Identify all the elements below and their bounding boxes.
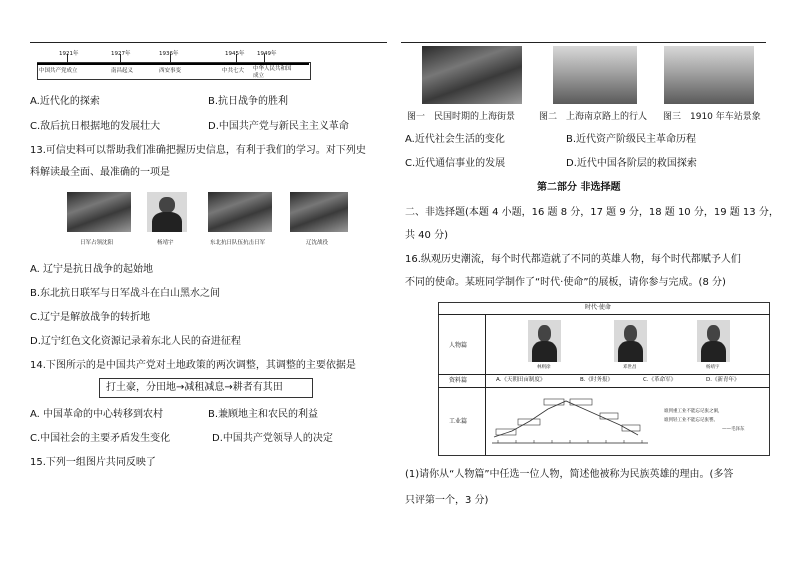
q16-quote: 谁到轻工业不能忘记张謇。	[664, 418, 718, 423]
q15-photo-nanjing-road	[553, 46, 637, 104]
part2-intro-cont: 共 40 分)	[405, 230, 448, 241]
q13-photo-shenyang	[67, 192, 131, 232]
top-rule-right	[401, 42, 766, 43]
q14-option-a: A. 中国革命的中心转移到农村	[30, 409, 164, 420]
q16-portrait-lin-zexu	[528, 320, 561, 362]
q12-option-c: C.敌后抗日根据地的发展壮大	[30, 121, 161, 132]
timeline-year: 1949年	[257, 51, 277, 57]
timeline	[37, 51, 309, 79]
q13-caption: 辽沈战役	[306, 240, 329, 246]
q15-option-d: D.近代中国各阶层的救国探索	[566, 158, 697, 169]
q16-sub1: (1)请你从“人物篇”中任选一位人物，简述他被称为民族英雄的理由。(多答	[405, 469, 734, 480]
q12-option-d: D.中国共产党与新民主主义革命	[208, 121, 349, 132]
q13-option-d: D.辽宁红色文化资源记录着东北人民的奋进征程	[30, 336, 241, 347]
q16-board-title: 时代·使命	[585, 304, 611, 311]
q15-option-b: B.近代资产阶级民主革命历程	[566, 134, 697, 145]
q14-option-d: D.中国共产党领导人的决定	[212, 433, 333, 444]
timeline-event: 南昌起义	[111, 68, 134, 74]
q16-quote-author: ——毛泽东	[722, 427, 745, 432]
q13-stem: 13.可信史料可以帮助我们准确把握历史信息，有利于我们的学习。对下列史	[30, 145, 366, 156]
q16-source: A.《天朝田亩制度》	[496, 377, 546, 383]
q16-row-sources: 资料篇	[449, 377, 468, 384]
timeline-year: 1921年	[59, 51, 79, 57]
q13-caption: 杨靖宇	[157, 240, 174, 246]
q15-caption: 图三 1910 年车站景象	[663, 112, 761, 122]
q14-policy-text: 打土豪，分田地→减租减息→耕者有其田	[106, 382, 283, 393]
q14-policy-box	[99, 378, 313, 398]
q15-option-a: A.近代社会生活的变化	[405, 134, 505, 145]
q16-portrait-yang-jingyu	[697, 320, 730, 362]
q13-option-b: B.东北抗日联军与日军战斗在白山黑水之间	[30, 288, 221, 299]
q16-industry-diagram	[488, 391, 653, 451]
q13-photo-yang-jingyu	[147, 192, 187, 232]
q13-photo-anti-japanese	[208, 192, 272, 232]
q13-caption: 日军占领沈阳	[80, 240, 114, 246]
q12-option-b: B.抗日战争的胜利	[208, 96, 289, 107]
timeline-year: 1936年	[159, 51, 179, 57]
q15-caption: 图一 民国时期的上海街景	[407, 112, 516, 122]
timeline-event: 中共七大	[222, 68, 245, 74]
board-col-divider	[485, 314, 486, 455]
part2-intro: 二、非选择题(本题 4 小题，16 题 8 分，17 题 9 分，18 题 10 分，19 题 13 分，	[405, 207, 779, 218]
q15-stem: 15.下列一组图片共同反映了	[30, 457, 156, 468]
q13-stem-cont: 料解读最全面、最准确的一项是	[30, 167, 170, 178]
q16-stem-cont: 不同的使命。某班同学制作了“时代·使命”的展板，请你参与完成。(8 分)	[405, 277, 726, 288]
q14-stem: 14.下图所示的是中国共产党对土地政策的两次调整，其调整的主要依据是	[30, 360, 356, 371]
timeline-event: 中华人民共和国成立	[253, 66, 292, 79]
q15-photo-station-1910	[664, 46, 754, 104]
timeline-event: 西安事变	[159, 68, 182, 74]
board-rule	[438, 374, 770, 375]
timeline-year: 1927年	[111, 51, 131, 57]
q16-row-industry: 工业篇	[449, 418, 468, 425]
q13-caption: 东北抗日队伍抗击日军	[210, 240, 266, 246]
q15-option-c: C.近代通信事业的发展	[405, 158, 506, 169]
board-rule	[438, 314, 770, 315]
q16-stem: 16.纵观历史潮流，每个时代都造就了不同的英雄人物，每个时代都赋予人们	[405, 254, 741, 265]
q16-quote: 谁到重工业不能忘记张之洞，	[664, 409, 723, 414]
q15-caption: 图二 上海南京路上的行人	[539, 112, 648, 122]
q16-person-name: 杨靖宇	[706, 365, 720, 370]
q16-person-name: 林则徐	[537, 365, 551, 370]
q13-option-a: A. 辽宁是抗日战争的起始地	[30, 264, 154, 275]
q13-option-c: C.辽宁是解放战争的转折地	[30, 312, 151, 323]
q16-portrait-deng-shichang	[614, 320, 647, 362]
q16-row-people: 人物篇	[449, 342, 468, 349]
q14-option-c: C.中国社会的主要矛盾发生变化	[30, 433, 171, 444]
q16-person-name: 邓世昌	[623, 365, 637, 370]
top-rule-left	[30, 42, 387, 43]
q16-source: D.《新青年》	[706, 377, 740, 383]
q12-option-a: A.近代化的探索	[30, 96, 100, 107]
q13-photo-liaoshen	[290, 192, 348, 232]
q15-photo-shanghai-street	[422, 46, 522, 104]
q16-sub1-cont: 只评第一个，3 分)	[405, 495, 489, 506]
timeline-year: 1945年	[225, 51, 245, 57]
timeline-event: 中国共产党成立	[39, 68, 78, 74]
board-rule	[438, 387, 770, 388]
q16-source: B.《时务报》	[580, 377, 614, 383]
part2-title: 第二部分 非选择题	[537, 182, 621, 193]
q14-option-b: B.兼顾地主和农民的利益	[208, 409, 319, 420]
q16-source: C.《革命军》	[643, 377, 677, 383]
